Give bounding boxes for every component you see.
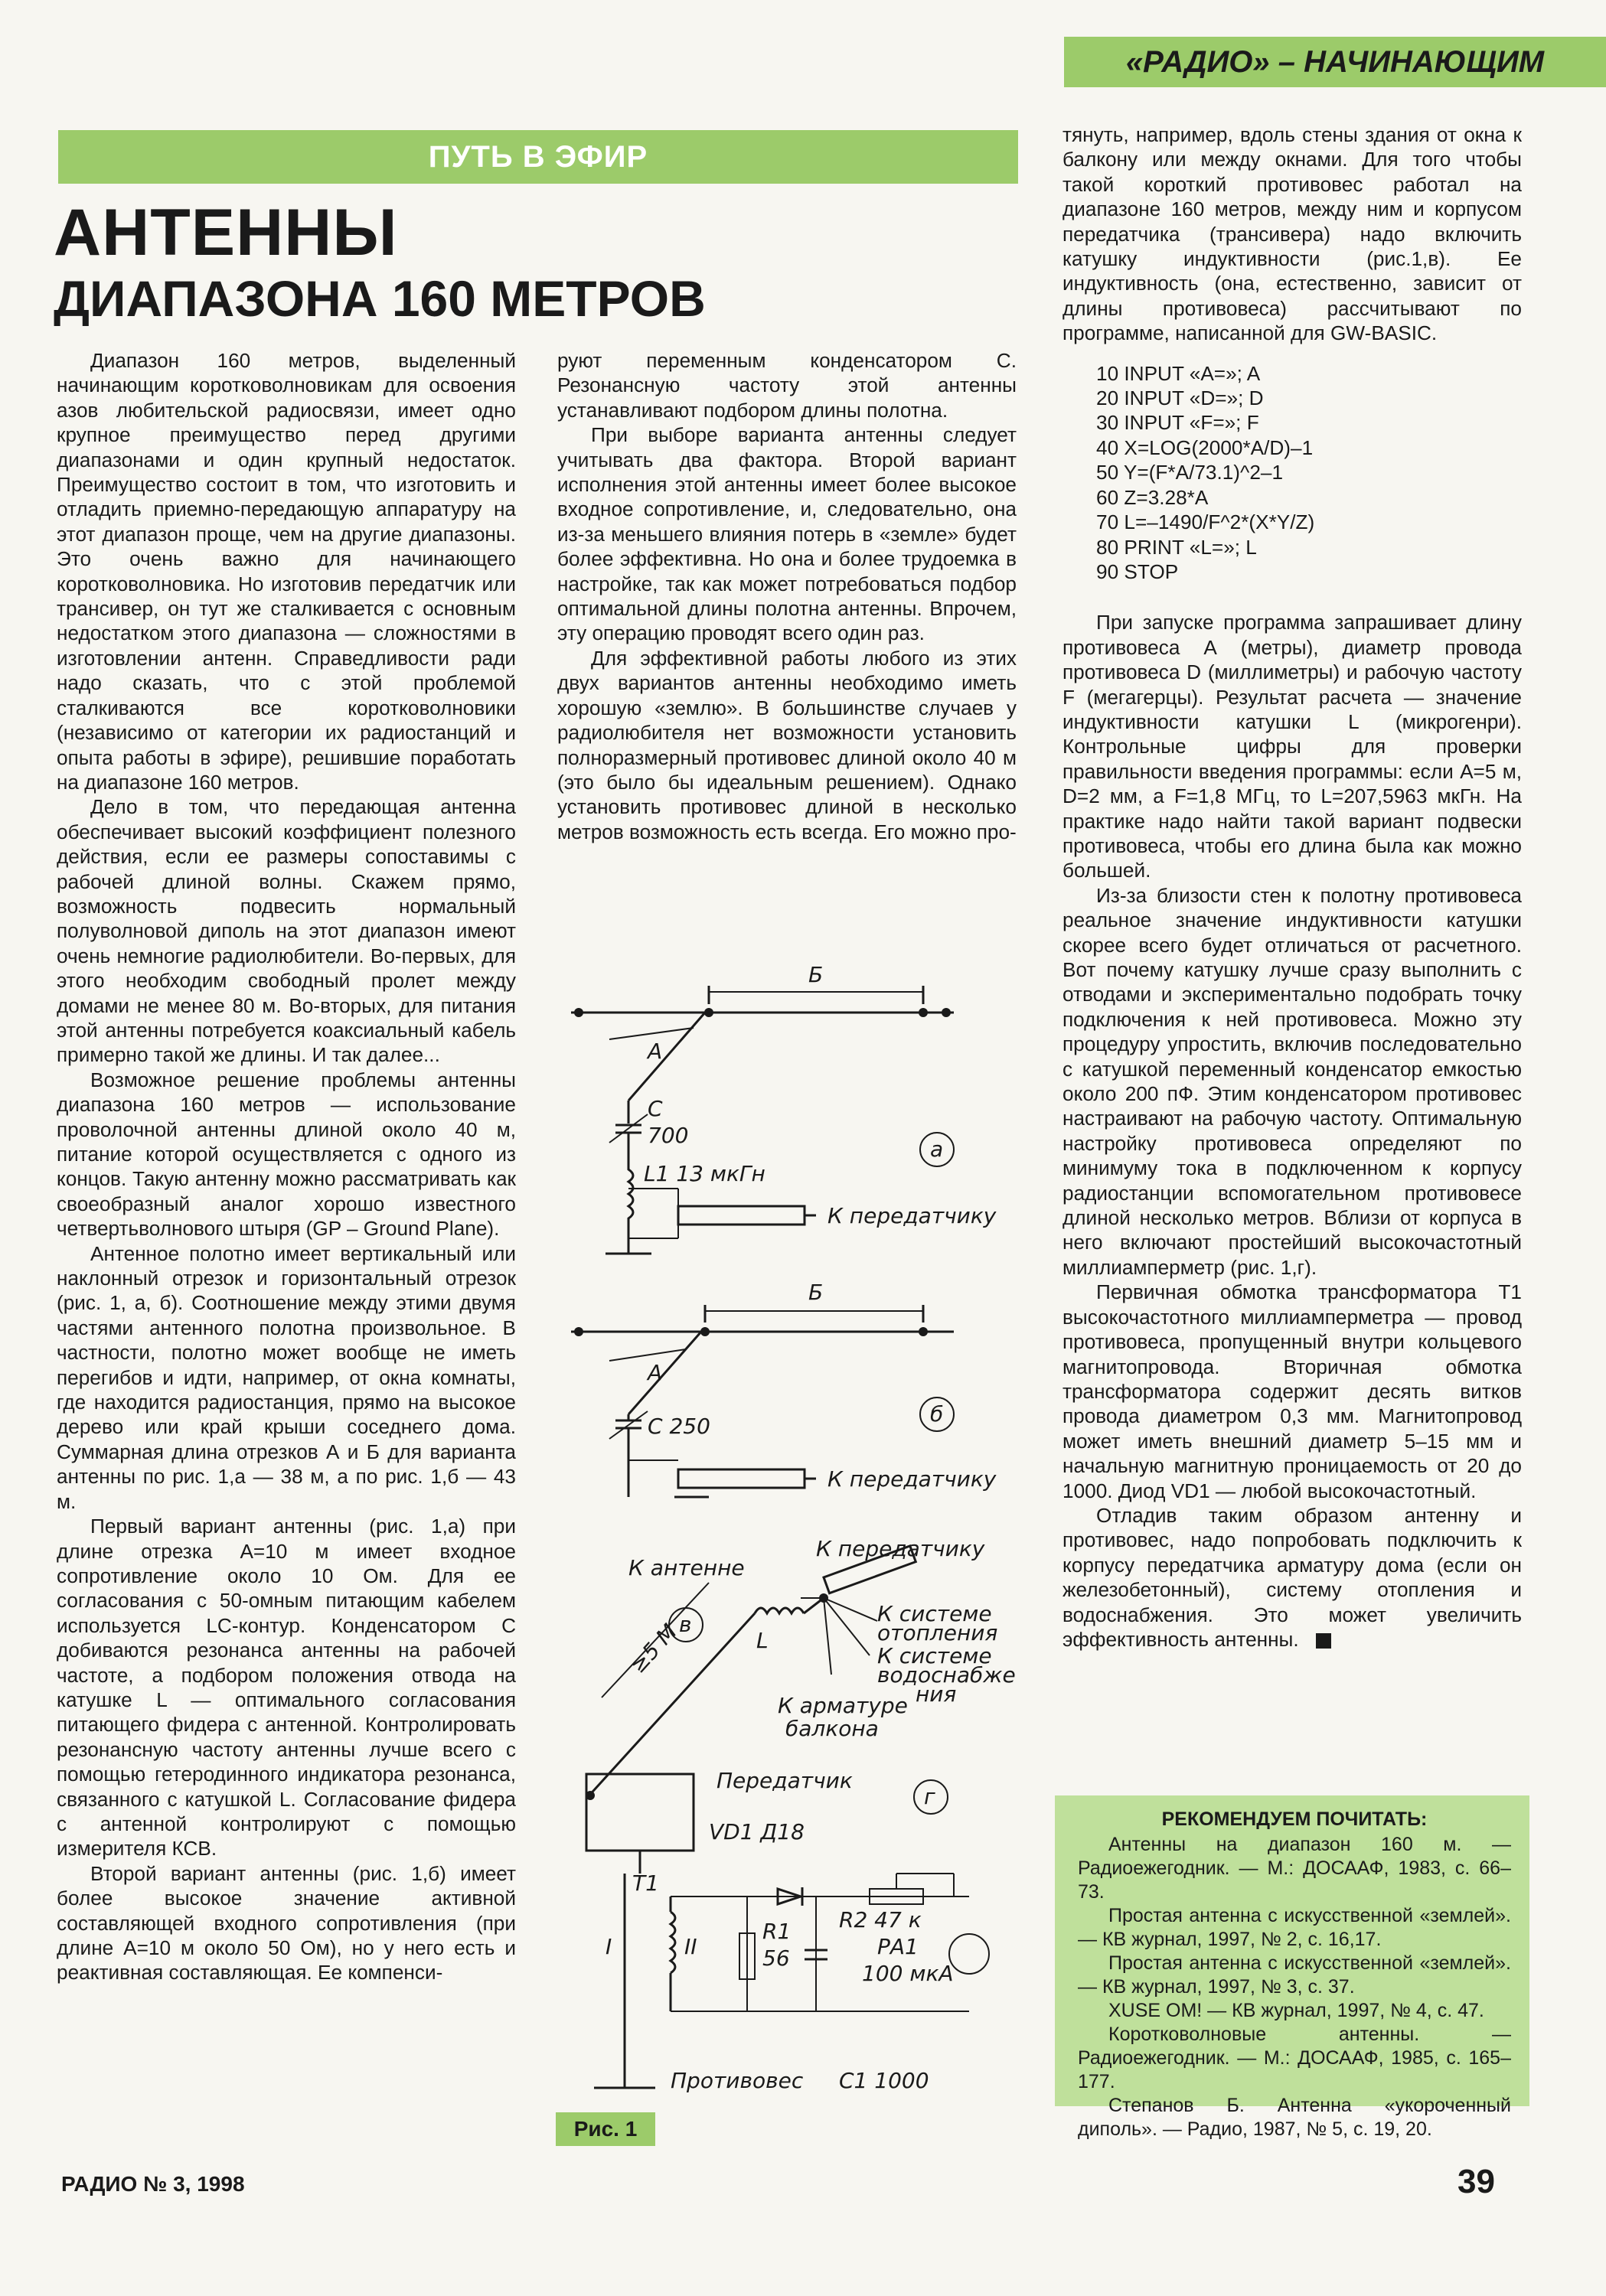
fig-b-label-b: Б [808, 1280, 824, 1305]
text-column-2 [557, 348, 1017, 844]
paragraph: Из-за близости стен к полотну противовеса реальное значение индуктивности катушки скорее всего будет отличаться от расчетного. Вот почему катушку лучше сразу выполнить с отводами и экспериментально подобрать точку подключения к ней противовеса. Можно эту процедуру упростить, включив последовательно с катушкой переменный конденсатор емкостью около 200 пФ. Этим конденсатором противовес настраивают на рабочую частоту. Оптимальную настройку противовеса определяют по минимуму тока в подключенном к корпусу радиостанции вспомогательном противовесе длиной несколько метров. Вблизи от корпуса в него включают простейший высокочастотный миллиамперметр (рис. 1,г). [1063, 883, 1522, 1279]
figure-caption: Рис. 1 [556, 2112, 655, 2146]
fig-v-label-l: L [756, 1628, 769, 1653]
article-title-line1: АНТЕННЫ [54, 196, 398, 269]
fig-v-label-heat1: К системе [877, 1601, 992, 1626]
paragraph: Второй вариант антенны (рис. 1,б) имеет более высокое значение активной составляющей входного сопротивления (при длине А=10 м около 50 Ом), но у него есть и реактивная составляющая. Ее компенси- [57, 1861, 516, 1985]
code-line: 70 L=–1490/F^2*(X*Y/Z) [1096, 510, 1315, 534]
paragraph-text: Отладив таким образом антенну и противовес, надо попробовать подключить к корпусу передатчика арматуру дома (если он железобетонный), систему отопления и водоснабжения. Это может увеличить эффективность антенны. [1063, 1503, 1522, 1651]
fig-a-label-l1: L1 13 мкГн [644, 1161, 765, 1186]
code-line: 80 PRINT «L=»; L [1096, 535, 1257, 559]
code-line: 60 Z=3.28*A [1096, 485, 1209, 509]
code-line: 40 X=LOG(2000*A/D)–1 [1096, 435, 1314, 459]
paragraph: Антенное полотно имеет вертикальный или наклонный отрезок и горизонтальный отрезок (рис. 1, а, б). Соотношение между этими двумя частями антенного полотна произвольное. В частности, полотно может вообще не иметь перегибов и идти, например, от окна комнаты, где находится радиостанция, прямо на высокое дерево или край крыши соседнего дома. Суммарная длина отрезков А и Б для варианта антенны по рис. 1,а — 38 м, а по рис. 1,б — 43 м. [57, 1241, 516, 1513]
text-column-3 [1063, 122, 1522, 1652]
fig-g-label-pa1: РА1 [877, 1934, 919, 1959]
code-line: 10 INPUT «A=»; A [1096, 361, 1261, 385]
fig-g-label-winding2: II [684, 1934, 697, 1959]
code-line: 30 INPUT «F=»; F [1096, 411, 1259, 435]
reference-item: Простая антенна с искусственной «землей». — КВ журнал, 1997, № 2, с. 16,17. [1078, 1905, 1511, 1950]
reference-item: Простая антенна с искусственной «землей». — КВ журнал, 1997, № 3, с. 37. [1078, 1952, 1511, 1998]
fig-v-label-balc1: К арматуре [778, 1693, 908, 1718]
fig-a-mark: а [930, 1137, 944, 1162]
paragraph: тянуть, например, вдоль стены здания от окна к балкону или между окнами. Для того чтобы такой короткий противовес работал на диапазоне 160 метров, между ним и корпусом передатчика (трансивера) надо включить катушку индуктивности (рис.1,в). Ее индуктивность (она, естественно, зависит от длины противовеса) рассчитывают по программе, написанной для GW-BASIC. [1063, 123, 1522, 345]
rubric-band [1064, 37, 1606, 87]
paragraph [1063, 1503, 1522, 1652]
code-line: 90 STOP [1096, 559, 1179, 583]
reference-item: Антенны на диапазон 160 м. — Радиоежегодник. — М.: ДОСААФ, 1983, с. 66–73. [1078, 1834, 1511, 1903]
page-number: 39 [1457, 2163, 1495, 2200]
fig-a-label-c-value: 700 [648, 1123, 689, 1148]
paragraph: При выборе варианта антенны следует учитывать два фактора. Второй вариант исполнения этой антенны имеет более высокое входное сопротивление, и, следовательно, она из-за меньшего влияния потерь в «земле» будет более эффективна. Но она и более трудоемка в настройке, так как может потребоваться подбор оптимальной длины полотна антенны. Впрочем, эту операцию проводят всего один раз. [557, 423, 1017, 645]
fig-b-label-a: А [648, 1360, 663, 1385]
fig-g-label-r1: R1 [762, 1919, 792, 1944]
fig-g-label-counterpoise: Противовес [671, 2068, 804, 2093]
rubric-title: «РАДИО» – НАЧИНАЮЩИМ [1125, 44, 1545, 79]
paragraph: Первый вариант антенны (рис. 1,а) при длине отрезка А=10 м имеет входное сопротивление около 10 Ом. Для ее согласования с 50-омным питающим кабелем используется LC-контур. Конденсатором С добиваются резонанса антенны на рабочей частоте, а подбором положения отвода на катушке L — оптимального согласования питающего фидера с антенной. Контролировать резонансную частоту антенны лучше всего с помощью гетеродинного индикатора резонанса, связанного с катушкой L. Согласование фидера с антенной контролируют с помощью измерителя КСВ. [57, 1515, 516, 1861]
fig-g-label-pa1-value: 100 мкА [862, 1961, 954, 1986]
fig-v-mark: в [679, 1612, 692, 1637]
fig-a-label-feed: К передатчику [827, 1203, 997, 1228]
fig-g-label-c1: С1 1000 [839, 2068, 929, 2093]
paragraph: Дело в том, что передающая антенна обеспечивает высокий коэффициент полезного действия, если ее размеры сопоставимы с рабочей длиной волны. Скажем прямо, возможность подвесить нормальный полуволновой диполь на этот диапазон имеют очень немногие радиолюбители. Во-первых, для этого необходим свободный пролет между домами не менее 80 м. Во-вторых, для питания этой антенны потребуется коаксиальный кабель примерно такой же длины. И так далее... [57, 795, 516, 1067]
fig-v-label-antenna: К антенне [628, 1555, 745, 1580]
fig-v-label-heat2: отопления [877, 1620, 998, 1645]
fig-g-label-t1: Т1 [632, 1870, 659, 1896]
fig-b-mark: б [930, 1401, 944, 1427]
paragraph: Для эффективной работы любого из этих двух вариантов антенны необходимо иметь хорошую «землю». В большинстве случаев у радиолюбителя нет возможности установить полноразмерный противовес длиной около 40 м (это было бы идеальным решением). Однако установить противовес длиной в несколько метров возможность есть всегда. Его можно про- [557, 646, 1017, 843]
fig-a-label-b: Б [808, 962, 824, 987]
paragraph: Диапазон 160 метров, выделенный начинающим коротковолновикам для освоения азов любительской радиосвязи, имеет одно крупное преимущество перед другими диапазонами и один крупный недостаток. Преимущество состоит в том, что изготовить и отладить приемно-передающую аппаратуру на этот диапазон проще, чем на другие диапазоны. Это очень важно для начинающего коротковолновика. Но изготовив передатчик или трансивер, он тут же сталкивается с основным недостатком этого диапазона — сложностями в изготовлении антенн. Справедливости ради надо сказать, что с этой проблемой сталкиваются все коротковолновики (независимо от категории их радиостанций и опыта работы в эфире), решившие поработать на диапазоне 160 метров. [57, 349, 516, 794]
antenna-diagrams [556, 925, 1015, 2109]
reference-item: Степанов Б. Антенна «укороченный диполь». — Радио, 1987, № 5, с. 19, 20. [1078, 2095, 1511, 2140]
fig-g-label-r1-value: 56 [762, 1945, 790, 1971]
recommended-reading-box [1055, 1795, 1529, 2140]
article-title-line2: ДИАПАЗОНА 160 МЕТРОВ [54, 270, 706, 327]
fig-g-mark: г [924, 1784, 935, 1809]
paragraph: При запуске программа запрашивает длину противовеса А (метры), диаметр провода противовеса D (миллиметры) и рабочую частоту F (мегагерцы). Результат расчета — значение индуктивности катушки L (микрогенри). Контрольные цифры для проверки правильности введения программы: если А=5 м, D=2 мм, а F=1,8 МГц, то L=207,5963 мкГн. На практике надо найти такой вариант подвески противовеса, чтобы его длина была как можно большей. [1063, 611, 1522, 882]
fig-v-label-tx: К передатчику [816, 1536, 985, 1561]
basic-program-listing [1096, 361, 1522, 585]
paragraph: Первичная обмотка трансформатора Т1 высокочастотного миллиамперметра — провод противовеса, пропущенный внутри кольцевого магнитопровода. Вторичная обмотка трансформатора содержит десять витков провода диаметром 0,3 мм. Магнитопровод может иметь внешний диаметр 5–15 мм и начальную магнитную проницаемость от 20 до 1000. Диод VD1 — любой высокочастотный. [1063, 1280, 1522, 1502]
code-line: 50 Y=(F*A/73.1)^2–1 [1096, 461, 1284, 484]
figure-1 [556, 925, 1015, 2109]
fig-g-label-tx: Передатчик [716, 1768, 853, 1793]
reference-item: Коротковолновые антенны. — Радиоежегодник. — М.: ДОСААФ, 1985, с. 165–177. [1078, 2024, 1511, 2092]
fig-g-label-vd1: VD1 Д18 [709, 1819, 805, 1844]
paragraph: руют переменным конденсатором С. Резонансную частоту этой антенны устанавливают подбором длины полотна. [557, 349, 1017, 422]
fig-b-label-feed: К передатчику [827, 1466, 997, 1492]
section-band [58, 130, 1018, 184]
fig-g-label-r2: R2 47 к [839, 1907, 922, 1932]
section-title: ПУТЬ В ЭФИР [428, 139, 648, 174]
fig-v-label-length: ≥5 М [625, 1619, 682, 1678]
fig-v-label-water1: К системе [877, 1643, 992, 1668]
reference-item: XUSE OM! — КВ журнал, 1997, № 4, с. 47. [1108, 2000, 1484, 2021]
recommended-heading: РЕКОМЕНДУЕМ ПОЧИТАТЬ: [1161, 1808, 1428, 1830]
fig-b-label-c: С 250 [648, 1414, 710, 1439]
text-column-1 [57, 348, 516, 1985]
fig-v-label-balc2: балкона [785, 1716, 879, 1741]
fig-a-label-a: А [648, 1039, 663, 1064]
fig-g-label-winding1: I [606, 1934, 612, 1959]
fig-v-label-water2: водоснабже- [877, 1662, 1015, 1688]
code-line: 20 INPUT «D=»; D [1096, 386, 1264, 410]
magazine-issue: РАДИО № 3, 1998 [61, 2172, 245, 2196]
fig-v-label-water3: ния [916, 1681, 957, 1707]
paragraph: Возможное решение проблемы антенны диапазона 160 метров — использование проволочной антенны длиной около 40 м, питание которой осуществляется с одного из концов. Такую антенну можно рассматривать как своеобразный аналог хорошо известного четвертьволнового штыря (GP – Ground Plane). [57, 1068, 516, 1241]
fig-a-label-c: С [648, 1096, 663, 1121]
end-of-article-mark [1316, 1633, 1331, 1649]
